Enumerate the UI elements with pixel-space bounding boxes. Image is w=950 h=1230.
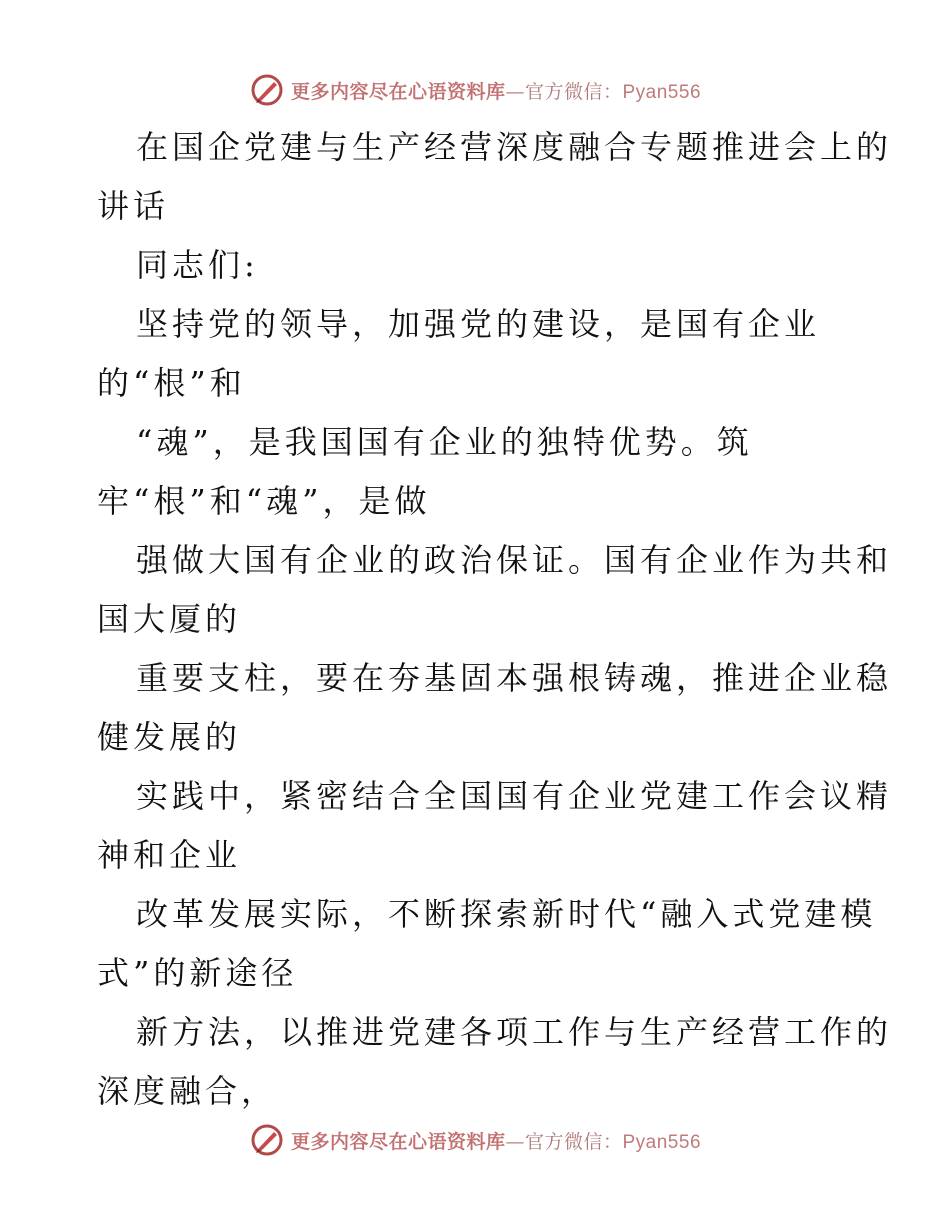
paragraph-line: 神和企业 — [97, 836, 242, 874]
paragraph-line: 实践中，紧密结合全国国有企业党建工作会议精 — [136, 777, 893, 815]
paragraph-line: 国大厦的 — [97, 600, 242, 638]
paragraph-line: 的“根”和 — [97, 364, 246, 402]
paragraph-line: 强做大国有企业的政治保证。国有企业作为共和 — [136, 541, 893, 579]
paragraph-line: 健发展的 — [97, 718, 242, 756]
paragraph-line: 深度融合， — [97, 1072, 278, 1110]
paragraph-line: 重要支柱，要在夯基固本强根铸魂，推进企业稳 — [136, 659, 893, 697]
paragraph-line: 坚持党的领导，加强党的建设，是国有企业 — [136, 305, 821, 343]
banner-wechat-id: Pyan556 — [622, 1131, 702, 1153]
paragraph-line: 改革发展实际，不断探索新时代“融入式党建模 — [136, 895, 877, 933]
paragraph-line: 式”的新途径 — [97, 954, 298, 992]
banner-wechat-label: 官方微信： — [524, 1130, 623, 1153]
banner-wechat-label: 官方微信： — [524, 80, 623, 103]
banner-separator: — — [505, 1130, 525, 1153]
banner-site-name: 更多内容尽在心语资料库 — [290, 1130, 506, 1153]
salutation: 同志们: — [136, 246, 259, 284]
paragraph-line: 牢“根”和“魂”，是做 — [97, 482, 431, 520]
banner-wechat-id: Pyan556 — [622, 81, 702, 103]
document-title-line-1: 在国企党建与生产经营深度融合专题推进会上的 — [136, 128, 893, 166]
pen-logo-icon — [249, 1122, 285, 1158]
document-title-line-2: 讲话 — [97, 187, 170, 225]
banner-text — [291, 1127, 701, 1154]
footer-banner — [0, 1120, 950, 1160]
paragraph-line: “魂”，是我国国有企业的独特优势。筑 — [136, 423, 753, 461]
banner-separator: — — [505, 80, 525, 103]
banner-site-name: 更多内容尽在心语资料库 — [290, 80, 506, 103]
paragraph-line: 新方法，以推进党建各项工作与生产经营工作的 — [136, 1013, 893, 1051]
